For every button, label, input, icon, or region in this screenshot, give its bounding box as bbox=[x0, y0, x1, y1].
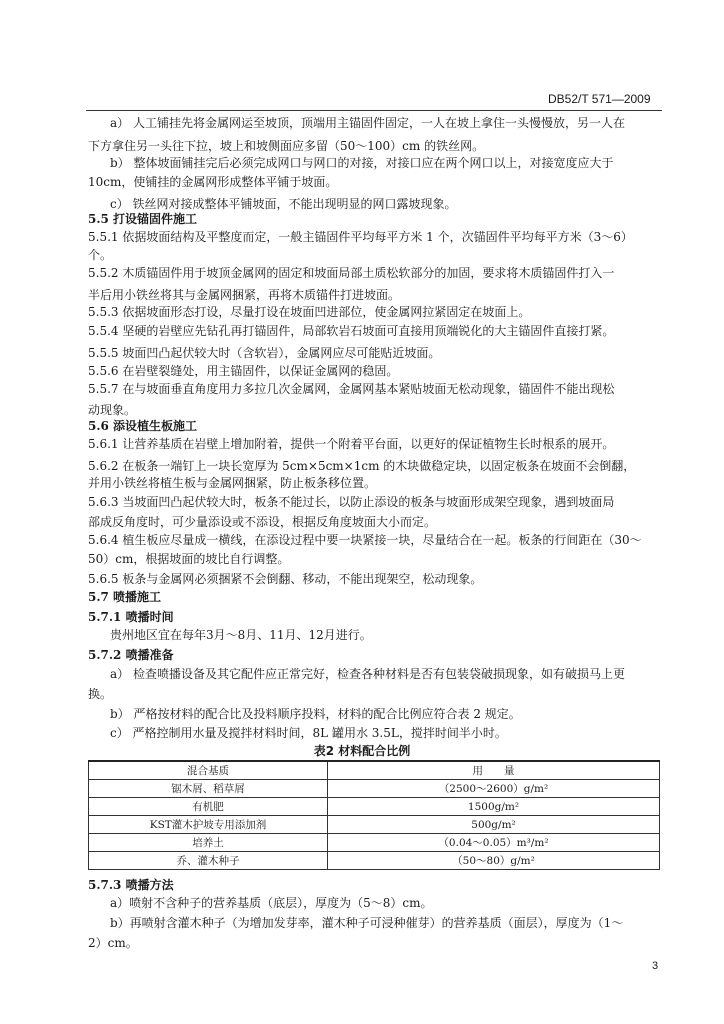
subsection-heading: 5.7.3 喷播方法 bbox=[88, 878, 174, 892]
table-cell: 有机肥 bbox=[89, 798, 328, 816]
table-cell: 500g/m² bbox=[328, 816, 660, 834]
table-row bbox=[89, 834, 660, 852]
table-cell: 乔、灌木种子 bbox=[89, 852, 328, 870]
table-cell: 1500g/m² bbox=[328, 798, 660, 816]
clause: 5.5.1 依据坡面结构及平整度而定，一般主锚固件平均每平方米 1 个，次锚固件平均每平方米（3～6） bbox=[88, 230, 633, 244]
text-line: 个。 bbox=[88, 248, 113, 262]
subsection-heading: 5.7.2 喷播准备 bbox=[88, 648, 174, 662]
subsection-heading: 5.7.1 喷播时间 bbox=[88, 610, 174, 624]
list-item: c） 严格控制用水量及搅拌材料时间，8L 罐用水 3.5L，搅拌时间半小时。 bbox=[110, 726, 507, 740]
text-line: 50）cm，根据坡面的坡比自行调整。 bbox=[88, 552, 290, 566]
text-line: 贵州地区宜在每年3月～8月、11月、12月进行。 bbox=[110, 628, 372, 642]
list-item: c） 铁丝网对接成整体平铺坡面，不能出现明显的网口露坡现象。 bbox=[110, 197, 457, 211]
clause: 5.5.5 坡面凹凸起伏较大时（含软岩），金属网应尽可能贴近坡面。 bbox=[88, 346, 441, 360]
table-cell: 锯木屑、稻草屑 bbox=[89, 780, 328, 798]
column-header: 混合基质 bbox=[89, 761, 328, 780]
list-item: a） 检查喷播设备及其它配件应正常完好，检查各种材料是否有包装袋破损现象，如有破损马上更 bbox=[110, 667, 625, 681]
list-item: a）喷射不含种子的营养基质（底层），厚度为（5～8）cm。 bbox=[110, 896, 433, 910]
clause: 5.5.2 木质锚固件用于坡顶金属网的固定和坡面局部土质松软部分的加固，要求将木质锚固件打入一 bbox=[88, 266, 615, 280]
text-line: 并用小铁丝将植生板与金属网捆紧，防止板条移位置。 bbox=[88, 476, 377, 490]
text-line: 下方拿住另一头往下拉，坡上和坡侧面应多留（50～100）cm 的铁丝网。 bbox=[88, 139, 485, 153]
clause: 5.5.4 坚硬的岩壁应先钻孔再打锚固件，局部软岩石坡面可直接用顶端锐化的大主锚固件直接打紧。 bbox=[88, 324, 615, 338]
section-heading: 5.6 添设植生板施工 bbox=[88, 419, 198, 433]
table-cell: 培养土 bbox=[89, 834, 328, 852]
section-heading: 5.5 打设锚固件施工 bbox=[88, 212, 198, 226]
page-number: 3 bbox=[652, 960, 659, 972]
table-header-row bbox=[89, 761, 660, 780]
text-line: 10cm，使铺挂的金属网形成整体平铺于坡面。 bbox=[88, 175, 338, 189]
table-cell: KST灌木护坡专用添加剂 bbox=[89, 816, 328, 834]
list-item: a） 人工铺挂先将金属网运至坡顶，顶端用主锚固件固定，一人在坡上拿住一头慢慢放，另一人在 bbox=[110, 116, 625, 130]
clause: 5.5.3 依据坡面形态打设，尽量打设在坡面凹进部位，使金属网拉紧固定在坡面上。 bbox=[88, 305, 531, 319]
column-header: 用 量 bbox=[328, 761, 660, 780]
material-ratio-table bbox=[88, 760, 660, 870]
list-item: b） 严格按材料的配合比及投料顺序投料，材料的配合比例应符合表 2 规定。 bbox=[110, 707, 521, 721]
clause: 5.6.1 让营养基质在岩壁上增加附着，提供一个附着平台面，以更好的保证植物生长时根系的展开。 bbox=[88, 437, 615, 451]
header-rule bbox=[86, 110, 662, 111]
clause: 5.6.5 板条与金属网必须捆紧不会倒翻、移动，不能出现架空，松动现象。 bbox=[88, 572, 483, 586]
clause: 5.6.4 植生板应尽量成一横线，在添设过程中要一块紧接一块，尽量结合在一起。板条的行间距在（30～ bbox=[88, 533, 642, 547]
table-row bbox=[89, 816, 660, 834]
table-caption: 表2 材料配合比例 bbox=[313, 744, 411, 758]
text-line: 半后用小铁丝将其与金属网捆紧，再将木质锚件打进坡面。 bbox=[88, 288, 401, 302]
table-row bbox=[89, 852, 660, 870]
section-heading: 5.7 喷播施工 bbox=[88, 590, 162, 604]
document-code: DB52/T 571—2009 bbox=[548, 92, 651, 106]
list-item: b）再喷射含灌木种子（为增加发芽率，灌木种子可浸种催芽）的营养基质（面层），厚度为（1～ bbox=[110, 916, 624, 930]
text-line: 部成反角度时，可少量添设或不添设，根据反角度坡面大小而定。 bbox=[88, 515, 437, 529]
clause: 5.5.7 在与坡面垂直角度用力多拉几次金属网，金属网基本紧贴坡面无松动现象，锚固件不能出现松 bbox=[88, 382, 615, 396]
clause: 5.6.3 当坡面凹凸起伏较大时，板条不能过长，以防止添设的板条与坡面形成架空现象，遇到坡面局 bbox=[88, 495, 615, 509]
text-line: 2）cm。 bbox=[88, 936, 138, 950]
table-cell: （0.04～0.05）m³/m² bbox=[328, 834, 660, 852]
text-line: 动现象。 bbox=[88, 403, 137, 417]
table-cell: （50～80）g/m² bbox=[328, 852, 660, 870]
text-line: 换。 bbox=[88, 687, 113, 701]
clause: 5.5.6 在岩壁裂缝处，用主锚固件，以保证金属网的稳固。 bbox=[88, 364, 399, 378]
table-cell: （2500～2600）g/m² bbox=[328, 780, 660, 798]
clause: 5.6.2 在板条一端钉上一块长宽厚为 5cm×5cm×1cm 的木块做稳定块，以固定板条在坡面不会倒翻， bbox=[88, 459, 636, 473]
list-item: b） 整体坡面铺挂完后必须完成网口与网口的对接，对接口应在两个网口以上，对接宽度应大于 bbox=[110, 156, 614, 170]
table-row bbox=[89, 798, 660, 816]
table-row bbox=[89, 780, 660, 798]
